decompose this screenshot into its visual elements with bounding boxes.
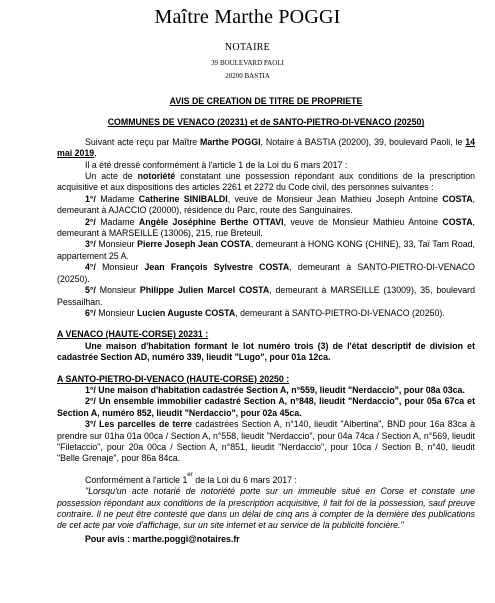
conformement-line: Conformément à l'article 1er de la Loi du 6 mars 2017 : xyxy=(85,471,297,485)
intro-paragraph: Suivant acte reçu par Maître Marthe POGGI, Notaire à BASTIA (20200), 39, boulevard Paoli, le 14 mai 2019, xyxy=(57,136,476,159)
contact-line: Pour avis : marthe.poggi@notaires.fr xyxy=(85,533,240,544)
person-3: 3°/ Monsieur Pierre Joseph Jean COSTA, demeurant à HONG KONG (CHINE), 33, Taï Tam Road, appartement 25 A. xyxy=(57,239,475,261)
person-4: 4°/ Monsieur Jean François Sylvestre COSTA, demeurant à SANTO-PIETRO-DI-VENACO (20250). xyxy=(57,262,475,284)
document-body xyxy=(57,96,475,545)
legal-quote: "Lorsqu'un acte notarié de notoriété porte sur un immeuble situé en Corse et constate une possession répondant aux conditions de la prescription acquisitive, il fait foi de la possession, sauf preuve contraire. Il ne peut être contesté que dans un délai de cinq ans à compter de la dernière des publications de cet acte par voie d'affichage, sur un site internet et au service de la publicité foncière." xyxy=(57,486,475,531)
person-1: 1°/ Madame Catherine SINIBALDI, veuve de Monsieur Jean Mathieu Joseph Antoine COSTA, demeurant à AJACCIO (20000), résidence du Parc, route des Sanguinaires. xyxy=(57,193,475,216)
document-title: AVIS DE CREATION DE TITRE DE PROPRIETE xyxy=(169,96,363,106)
loi-line: Il a été dressé conformément à l'article 1 de la Loi du 6 mars 2017 : xyxy=(85,159,348,170)
notoriete-paragraph: Un acte de notoriété constatant une possession répondant aux conditions de la prescription acquisitive et aux dispositions des articles 2261 et 2272 du Code civil, des personnes suivantes : xyxy=(57,171,475,193)
person-5: 5°/ Monsieur Philippe Julien Marcel COSTA, demeurant à MARSEILLE (13009), 35, boulevard Pessailhan. xyxy=(57,285,475,307)
santo-item-2: 2°/ Un ensemble immobilier cadastré Section A, n°848, lieudit "Nerdaccio", pour 05a 67ca et Section A, numéro 852, lieudit "Nerdaccio", pour 02a 45ca. xyxy=(57,396,475,418)
venaco-heading: A VENACO (HAUTE-CORSE) 20231 : xyxy=(57,329,209,340)
venaco-property: Une maison d'habitation formant le lot numéro trois (3) de l'état descriptif de division et cadastrée Section AD, numéro 339, lieudit "Lugo", pour 01a 12ca. xyxy=(57,340,475,363)
person-6: 6°/ Monsieur Lucien Auguste COSTA, demeurant à SANTO-PIETRO-DI-VENACO (20250). xyxy=(85,307,445,318)
notary-street: 39 BOULEVARD PAOLI xyxy=(211,59,284,67)
communes-heading: COMMUNES DE VENACO (20231) et de SANTO-PIETRO-DI-VENACO (20250) xyxy=(107,117,425,128)
santo-item-1: 1°/ Une maison d'habitation cadastrée Section A, n°559, lieudit "Nerdaccio", pour 08a 03ca. xyxy=(85,384,465,395)
notary-name: Maître Marthe POGGI xyxy=(154,6,341,28)
notary-city: 20200 BASTIA xyxy=(225,72,270,80)
santo-item-3: 3°/ Les parcelles de terre cadastrées Section A, n°140, lieudit "Albertina", BND pour 16a 83ca à prendre sur 01ha 01a 00ca / Section A, n°558, lieudit "Nerdaccio", pour 04a 74ca / Section A, n°569, lieudit "Filetaccio", pour 20a 00ca / Section A, n°851, lieudit "Nerdaccio", pour 10ca / Section B, n°40, lieudit "Belle Grenaje", pour 86a 84ca. xyxy=(57,419,475,464)
notary-title: NOTAIRE xyxy=(224,42,271,53)
person-2: 2°/ Madame Angèle Joséphine Berthe OTTAVI, veuve de Monsieur Mathieu Antoine COSTA, demeurant à MARSEILLE (13006), 215, rue Breteuil. xyxy=(57,216,475,239)
santo-heading: A SANTO-PIETRO-DI-VENACO (HAUTE-CORSE) 20250 : xyxy=(57,373,290,384)
